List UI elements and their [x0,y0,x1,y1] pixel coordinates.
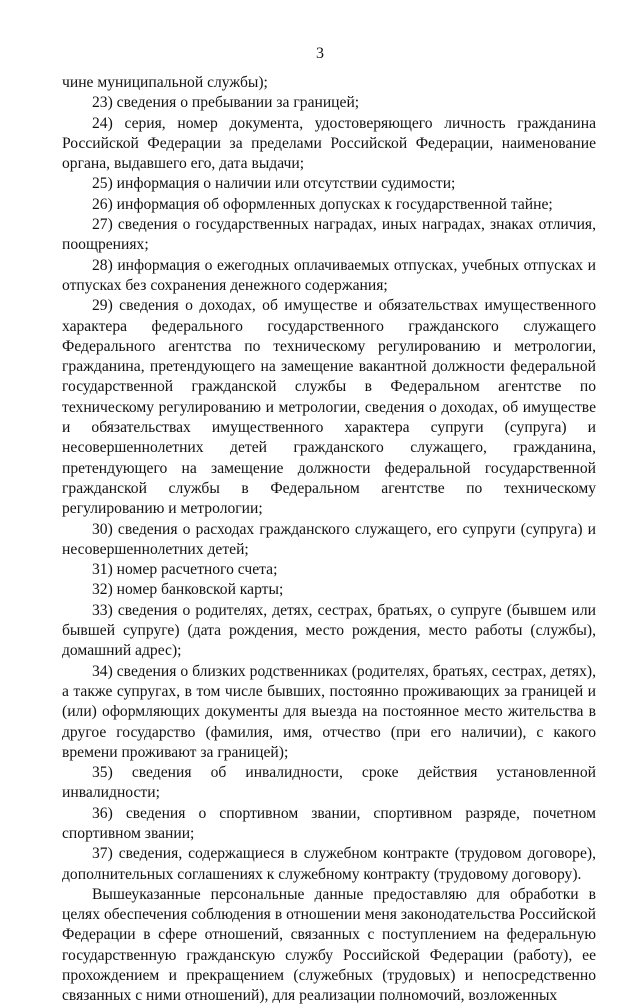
list-item-26: 26) информация об оформленных допусках к государственной тайне; [92,195,553,213]
list-item-28: 28) информация о ежегодных оплачиваемых отпусках, учебных отпусках и отпусках без сохранения денежного содержания; [62,256,596,294]
list-item-25: 25) информация о наличии или отсутствии судимости; [92,175,456,193]
document-body [62,73,596,1007]
list-item-36: 36) сведения о спортивном звании, спортивном разряде, почетном спортивном звании; [62,804,596,842]
list-item-23: 23) сведения о пребывании за границей; [92,94,360,112]
list-item-32: 32) номер банковской карты; [92,581,284,599]
page-number: 3 [316,45,324,62]
list-item-33: 33) сведения о родителях, детях, сестрах, братьях, о супруге (бывшем или бывшей супруге) (дата рождения, место рождения, место работы (службы), домашний адрес); [62,601,596,660]
list-item-35: 35) сведения об инвалидности, сроке действия установленной инвалидности; [62,764,596,802]
list-item-37: 37) сведения, содержащиеся в служебном контракте (трудовом договоре), дополнительных соглашениях к служебному контракту (трудовому договору). [62,845,596,883]
paragraph-continuation: чине муниципальной службы); [62,74,268,91]
list-item-29: 29) сведения о доходах, об имуществе и обязательствах имущественного характера федерального государственного гражданского служащего Федерального агентства по техническому регулированию и метрологии, гражданина, претендующего на замещение вакантной должности федеральной государственной гражданской службы в Федеральном агентстве по техническому регулированию и метрологии, сведения о доходах, об имуществе и обязательствах имущественного характера супруги (супруга) и несовершеннолетних детей гражданского служащего, гражданина, претендующего на замещение должности федеральной государственной гражданской службы в Федеральном агентстве по техническому регулированию и метрологии; [62,297,596,518]
list-item-31: 31) номер расчетного счета; [92,561,278,579]
list-item-27: 27) сведения о государственных наградах, иных наградах, знаках отличия, поощрениях; [62,216,596,254]
closing-paragraph: Вышеуказанные персональные данные предоставляю для обработки в целях обеспечения соблюдения в отношении меня законодательства Российской Федерации в сфере отношений, связанных с поступлением на федеральную государственную гражданскую службу Российской Федерации (работу), ее прохождением и прекращением (служебных (трудовых) и непосредственно связанных с ними отношений), для реализации полномочий, возложенных [62,885,596,1005]
list-item-24: 24) серия, номер документа, удостоверяющего личность гражданина Российской Федерации за пределами Российской Федерации, наименование органа, выдавшего его, дата выдачи; [62,114,596,173]
list-item-30: 30) сведения о расходах гражданского служащего, его супруги (супруга) и несовершеннолетних детей; [62,520,596,558]
list-item-34: 34) сведения о близких родственниках (родителях, братьях, сестрах, детях), а также супругах, в том числе бывших, постоянно проживающих за границей и (или) оформляющих документы для выезда на постоянное место жительства в другое государство (фамилия, имя, отчество (при его наличии), с какого времени проживают за границей); [62,662,596,761]
